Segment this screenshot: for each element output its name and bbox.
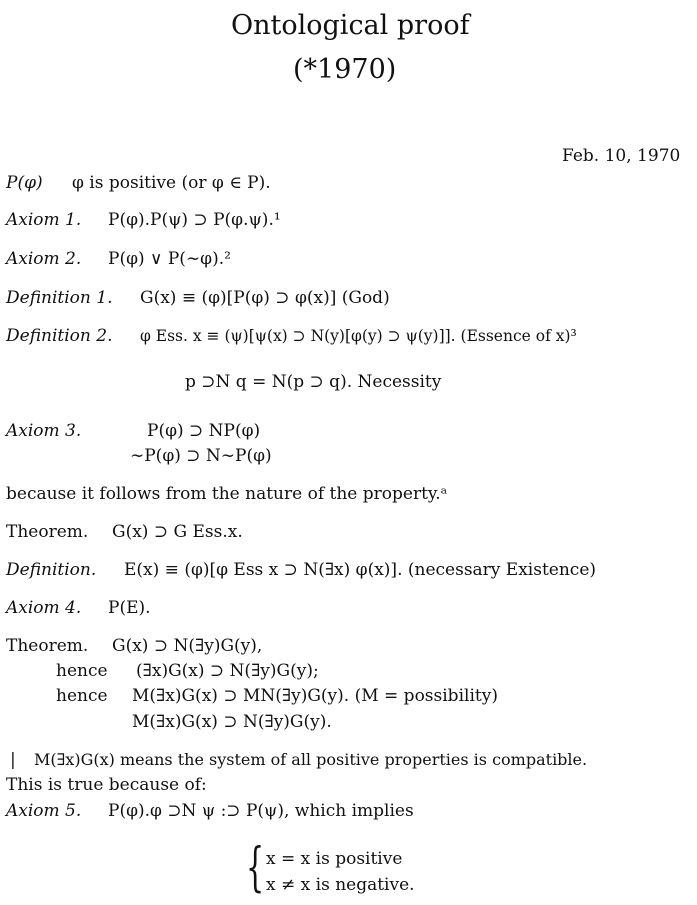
line-text: M(∃x)G(x) ⊃ N(∃y)G(y).: [132, 712, 332, 732]
line-text: ∼P(φ) ⊃ N∼P(φ): [130, 446, 272, 466]
line-text: P(φ).φ ⊃N ψ :⊃ P(ψ), which implies: [108, 801, 414, 821]
line-label: hence: [56, 686, 108, 706]
line-text: (∃x)G(x) ⊃ N(∃y)G(y);: [136, 661, 319, 681]
page-subtitle: (*1970): [293, 54, 397, 85]
line-text: M(∃x)G(x) means the system of all positive properties is compatible.: [34, 750, 588, 769]
line-text: φ is positive (or φ ∈ P).: [72, 173, 271, 193]
line-text: E(x) ≡ (φ)[φ Ess x ⊃ N(∃x) φ(x)]. (necessary Existence): [124, 560, 597, 580]
line-label: Theorem.: [6, 636, 89, 656]
line-label: Theorem.: [6, 522, 89, 542]
line-text: because it follows from the nature of the property.ᵃ: [6, 484, 448, 504]
line-text: G(x) ⊃ G Ess.x.: [112, 522, 243, 542]
line-text: M(∃x)G(x) ⊃ MN(∃y)G(y). (M = possibility): [132, 686, 498, 706]
line-text: G(x) ⊃ N(∃y)G(y),: [112, 636, 263, 656]
case-line: x = x is positive: [266, 849, 403, 869]
line-label: Axiom 3.: [6, 421, 82, 441]
margin-bar: |: [10, 750, 16, 770]
line-label: Definition.: [6, 560, 97, 580]
line-label: Definition 2.: [6, 326, 113, 346]
line-label: Axiom 4.: [6, 598, 82, 618]
document-date: Feb. 10, 1970: [562, 146, 681, 166]
left-brace: {: [246, 838, 265, 898]
line-text: G(x) ≡ (φ)[P(φ) ⊃ φ(x)] (God): [140, 288, 390, 308]
line-label: Definition 1.: [6, 288, 113, 308]
line-label: Axiom 2.: [6, 249, 82, 269]
line-label: hence: [56, 661, 108, 681]
line-text: P(φ) ⊃ NP(φ): [147, 421, 261, 441]
line-text: φ Ess. x ≡ (ψ)[ψ(x) ⊃ N(y)[φ(y) ⊃ ψ(y)]]. (Essence of x)³: [140, 327, 577, 345]
line-label: Axiom 5.: [6, 801, 82, 821]
line-text: P(φ) ∨ P(∼φ).²: [108, 249, 231, 269]
line-text: P(φ).P(ψ) ⊃ P(φ.ψ).¹: [108, 210, 281, 230]
line-label: P(φ): [6, 173, 43, 193]
line-text: P(E).: [108, 598, 151, 618]
case-line: x ≠ x is negative.: [266, 875, 415, 895]
line-label: Axiom 1.: [6, 210, 82, 230]
page-title: Ontological proof: [231, 10, 470, 41]
line-text: p ⊃N q = N(p ⊃ q). Necessity: [185, 372, 442, 392]
line-text: This is true because of:: [6, 775, 207, 795]
